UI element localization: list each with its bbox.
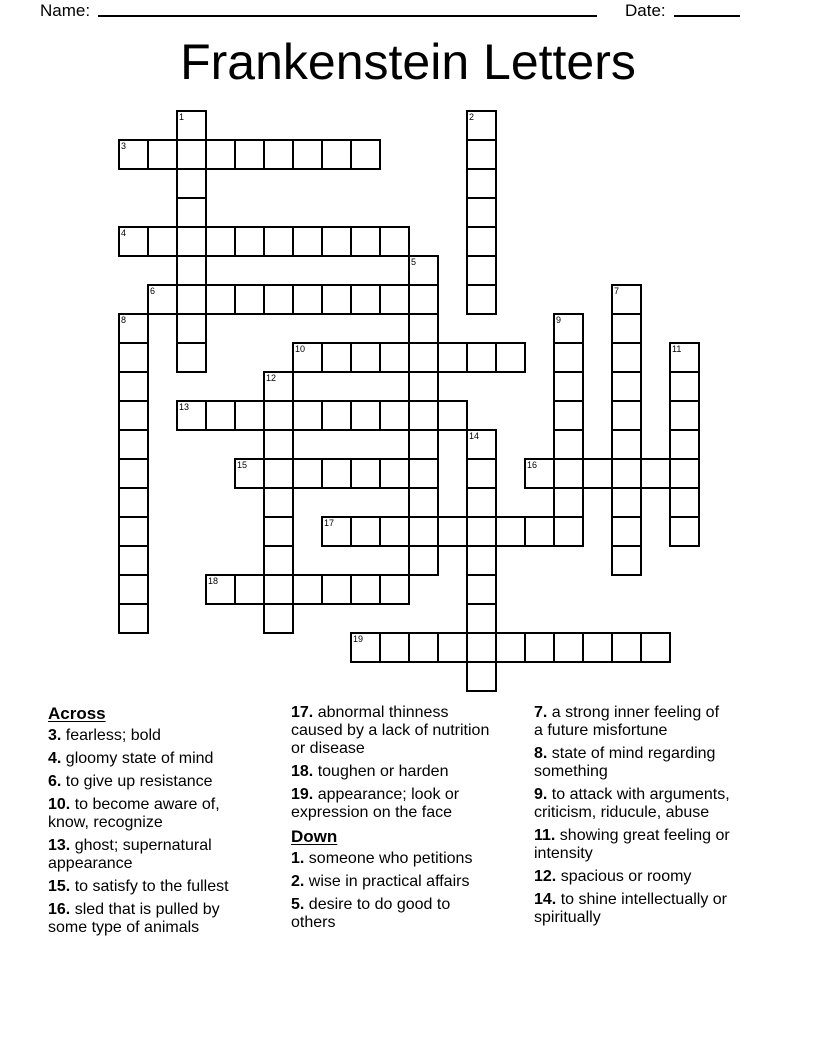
clue-column-1 (48, 704, 248, 942)
grid-cell[interactable] (234, 226, 265, 257)
grid-cell[interactable] (379, 284, 410, 315)
grid-cell[interactable] (263, 400, 294, 431)
grid-cell[interactable] (321, 400, 352, 431)
cell-number: 18 (208, 576, 219, 586)
grid-cell[interactable] (408, 516, 439, 547)
clue-8: 8. state of mind regarding something (534, 745, 716, 780)
grid-cell[interactable] (379, 342, 410, 373)
grid-cell-3[interactable] (118, 139, 149, 170)
grid-cell[interactable] (495, 342, 526, 373)
grid-cell-1[interactable] (176, 110, 207, 141)
grid-cell[interactable] (466, 284, 497, 315)
grid-cell[interactable] (669, 487, 700, 518)
grid-cell[interactable] (437, 342, 468, 373)
cell-number: 9 (556, 315, 562, 325)
grid-cell[interactable] (205, 284, 236, 315)
grid-cell[interactable] (437, 632, 468, 663)
grid-cell[interactable] (611, 458, 642, 489)
grid-cell[interactable] (292, 139, 323, 170)
page-title: Frankenstein Letters (180, 34, 636, 90)
grid-cell-18[interactable] (205, 574, 236, 605)
grid-cell[interactable] (437, 516, 468, 547)
cell-number: 15 (237, 460, 248, 470)
grid-cell[interactable] (263, 284, 294, 315)
grid-cell[interactable] (408, 400, 439, 431)
clue-10: 10. to become aware of, know, recognize (48, 796, 220, 831)
grid-cell[interactable] (611, 632, 642, 663)
grid-cell[interactable] (553, 487, 584, 518)
grid-cell[interactable] (292, 226, 323, 257)
grid-cell[interactable] (176, 313, 207, 344)
grid-cell[interactable] (321, 139, 352, 170)
grid-cell[interactable] (263, 545, 294, 576)
grid-cell[interactable] (205, 139, 236, 170)
grid-cell[interactable] (640, 458, 671, 489)
grid-cell[interactable] (466, 226, 497, 257)
grid-cell[interactable] (350, 574, 381, 605)
grid-cell[interactable] (408, 342, 439, 373)
grid-cell-5[interactable] (408, 255, 439, 286)
grid-cell[interactable] (669, 429, 700, 460)
grid-cell[interactable] (350, 342, 381, 373)
grid-cell[interactable] (350, 139, 381, 170)
grid-cell[interactable] (553, 400, 584, 431)
grid-cell[interactable] (466, 516, 497, 547)
grid-cell[interactable] (466, 168, 497, 199)
cell-number: 7 (614, 286, 620, 296)
clue-15: 15. to satisfy to the fullest (48, 878, 229, 895)
grid-cell[interactable] (611, 400, 642, 431)
grid-cell[interactable] (669, 371, 700, 402)
grid-cell[interactable] (118, 516, 149, 547)
grid-cell-15[interactable] (234, 458, 265, 489)
clue-1: 1. someone who petitions (291, 850, 473, 867)
grid-cell[interactable] (379, 632, 410, 663)
grid-cell[interactable] (263, 458, 294, 489)
grid-cell[interactable] (611, 545, 642, 576)
grid-cell[interactable] (466, 487, 497, 518)
grid-cell-8[interactable] (118, 313, 149, 344)
date-input-line[interactable] (674, 0, 740, 17)
grid-cell[interactable] (437, 400, 468, 431)
grid-cell-12[interactable] (263, 371, 294, 402)
grid-cell[interactable] (321, 284, 352, 315)
grid-cell-11[interactable] (669, 342, 700, 373)
grid-cell[interactable] (176, 197, 207, 228)
grid-cell[interactable] (350, 458, 381, 489)
grid-cell[interactable] (611, 342, 642, 373)
across-header: Across (48, 704, 106, 723)
clue-19: 19. appearance; look or expression on the face (291, 786, 460, 821)
cell-number: 19 (353, 634, 364, 644)
grid-cell[interactable] (263, 603, 294, 634)
grid-cell[interactable] (466, 545, 497, 576)
clue-column-2 (291, 704, 491, 937)
grid-cell[interactable] (176, 255, 207, 286)
grid-cell[interactable] (611, 429, 642, 460)
grid-cell[interactable] (205, 400, 236, 431)
grid-cell-17[interactable] (321, 516, 352, 547)
grid-cell[interactable] (118, 574, 149, 605)
grid-cell[interactable] (466, 197, 497, 228)
clue-14: 14. to shine intellectually or spiritually (534, 891, 728, 926)
down-header: Down (291, 827, 338, 846)
grid-cell[interactable] (263, 487, 294, 518)
grid-cell-19[interactable] (350, 632, 381, 663)
grid-cell[interactable] (292, 400, 323, 431)
grid-cell[interactable] (118, 429, 149, 460)
clue-18: 18. toughen or harden (291, 763, 449, 780)
grid-cell[interactable] (350, 400, 381, 431)
grid-cell[interactable] (466, 574, 497, 605)
grid-cell-6[interactable] (147, 284, 178, 315)
grid-cell[interactable] (350, 226, 381, 257)
grid-cell[interactable] (321, 574, 352, 605)
grid-cell[interactable] (466, 458, 497, 489)
cell-number: 10 (295, 344, 306, 354)
cell-number: 4 (121, 228, 127, 238)
grid-cell[interactable] (350, 516, 381, 547)
grid-cell[interactable] (350, 284, 381, 315)
grid-cell[interactable] (466, 342, 497, 373)
grid-cell[interactable] (466, 139, 497, 170)
grid-cell[interactable] (408, 632, 439, 663)
grid-cell-9[interactable] (553, 313, 584, 344)
grid-cell-13[interactable] (176, 400, 207, 431)
clue-11: 11. showing great feeling or intensity (534, 827, 730, 862)
grid-cell[interactable] (321, 342, 352, 373)
grid-cell[interactable] (408, 458, 439, 489)
grid-cell[interactable] (234, 284, 265, 315)
grid-cell[interactable] (611, 487, 642, 518)
grid-cell[interactable] (408, 313, 439, 344)
cell-number: 14 (469, 431, 480, 441)
grid-cell[interactable] (292, 458, 323, 489)
grid-cell-14[interactable] (466, 429, 497, 460)
grid-cell[interactable] (263, 139, 294, 170)
grid-cell[interactable] (263, 429, 294, 460)
cell-number: 13 (179, 402, 190, 412)
grid-cell[interactable] (495, 516, 526, 547)
grid-cell-10[interactable] (292, 342, 323, 373)
grid-cell[interactable] (292, 284, 323, 315)
grid-cell-16[interactable] (524, 458, 555, 489)
grid-cell[interactable] (408, 371, 439, 402)
grid-cell[interactable] (176, 284, 207, 315)
grid-cell[interactable] (524, 632, 555, 663)
grid-cell[interactable] (553, 371, 584, 402)
grid-cell[interactable] (408, 284, 439, 315)
grid-cell[interactable] (176, 342, 207, 373)
grid-cell[interactable] (640, 632, 671, 663)
grid-cell[interactable] (176, 139, 207, 170)
grid-cell[interactable] (379, 574, 410, 605)
grid-cell[interactable] (263, 574, 294, 605)
cell-number: 3 (121, 141, 127, 151)
cell-number: 1 (179, 112, 185, 122)
grid-cell[interactable] (524, 516, 555, 547)
grid-cell[interactable] (118, 545, 149, 576)
grid-cell[interactable] (292, 574, 323, 605)
clue-7: 7. a strong inner feeling of a future misfortune (534, 704, 720, 739)
grid-cell[interactable] (408, 429, 439, 460)
cell-number: 2 (469, 112, 475, 122)
cell-number: 12 (266, 373, 277, 383)
grid-cell[interactable] (263, 226, 294, 257)
grid-cell[interactable] (669, 516, 700, 547)
grid-cell[interactable] (553, 342, 584, 373)
grid-cell[interactable] (611, 313, 642, 344)
clue-17: 17. abnormal thinness caused by a lack of nutrition or disease (291, 704, 490, 757)
grid-cell[interactable] (321, 458, 352, 489)
date-label: Date: (625, 1, 666, 20)
grid-cell[interactable] (147, 139, 178, 170)
name-label: Name: (40, 1, 91, 20)
clue-2: 2. wise in practical affairs (291, 873, 470, 890)
grid-cell[interactable] (379, 400, 410, 431)
name-input-line[interactable] (98, 0, 597, 17)
crossword-grid (118, 110, 700, 692)
grid-cell[interactable] (118, 487, 149, 518)
grid-cell[interactable] (582, 458, 613, 489)
grid-cell[interactable] (669, 400, 700, 431)
cell-number: 11 (672, 344, 682, 354)
clue-13: 13. ghost; supernatural appearance (48, 837, 212, 872)
grid-cell[interactable] (234, 574, 265, 605)
grid-cell-2[interactable] (466, 110, 497, 141)
grid-cell[interactable] (611, 516, 642, 547)
grid-cell[interactable] (263, 516, 294, 547)
grid-cell[interactable] (553, 458, 584, 489)
cell-number: 5 (411, 257, 417, 267)
grid-cell[interactable] (234, 139, 265, 170)
grid-cell[interactable] (234, 400, 265, 431)
grid-cell[interactable] (118, 458, 149, 489)
grid-cell[interactable] (321, 226, 352, 257)
grid-cell[interactable] (553, 632, 584, 663)
grid-cell[interactable] (466, 255, 497, 286)
grid-cell[interactable] (379, 458, 410, 489)
grid-cell[interactable] (582, 632, 613, 663)
grid-cell[interactable] (147, 226, 178, 257)
grid-cell[interactable] (466, 632, 497, 663)
grid-cell[interactable] (408, 487, 439, 518)
grid-cell[interactable] (205, 226, 236, 257)
grid-cell[interactable] (176, 226, 207, 257)
grid-cell[interactable] (495, 632, 526, 663)
grid-cell[interactable] (118, 371, 149, 402)
cell-number: 16 (527, 460, 538, 470)
clue-9: 9. to attack with arguments, criticism, riducule, abuse (534, 786, 730, 821)
grid-cell[interactable] (379, 516, 410, 547)
cell-number: 6 (150, 286, 156, 296)
clue-3: 3. fearless; bold (48, 727, 161, 744)
grid-cell[interactable] (379, 226, 410, 257)
clue-12: 12. spacious or roomy (534, 868, 692, 885)
grid-cell[interactable] (553, 516, 584, 547)
grid-cell[interactable] (669, 458, 700, 489)
grid-cell-7[interactable] (611, 284, 642, 315)
grid-cell[interactable] (176, 168, 207, 199)
grid-cell[interactable] (118, 342, 149, 373)
grid-cell[interactable] (118, 400, 149, 431)
clue-16: 16. sled that is pulled by some type of animals (48, 901, 220, 936)
grid-cell[interactable] (466, 603, 497, 634)
grid-cell[interactable] (408, 545, 439, 576)
cell-number: 17 (324, 518, 335, 528)
grid-cell[interactable] (466, 661, 497, 692)
cell-number: 8 (121, 315, 127, 325)
clue-column-3 (534, 704, 730, 932)
grid-cell[interactable] (611, 371, 642, 402)
clue-4: 4. gloomy state of mind (48, 750, 214, 767)
grid-cell[interactable] (553, 429, 584, 460)
grid-cell-4[interactable] (118, 226, 149, 257)
clue-5: 5. desire to do good to others (291, 896, 451, 931)
clue-6: 6. to give up resistance (48, 773, 213, 790)
grid-cell[interactable] (118, 603, 149, 634)
